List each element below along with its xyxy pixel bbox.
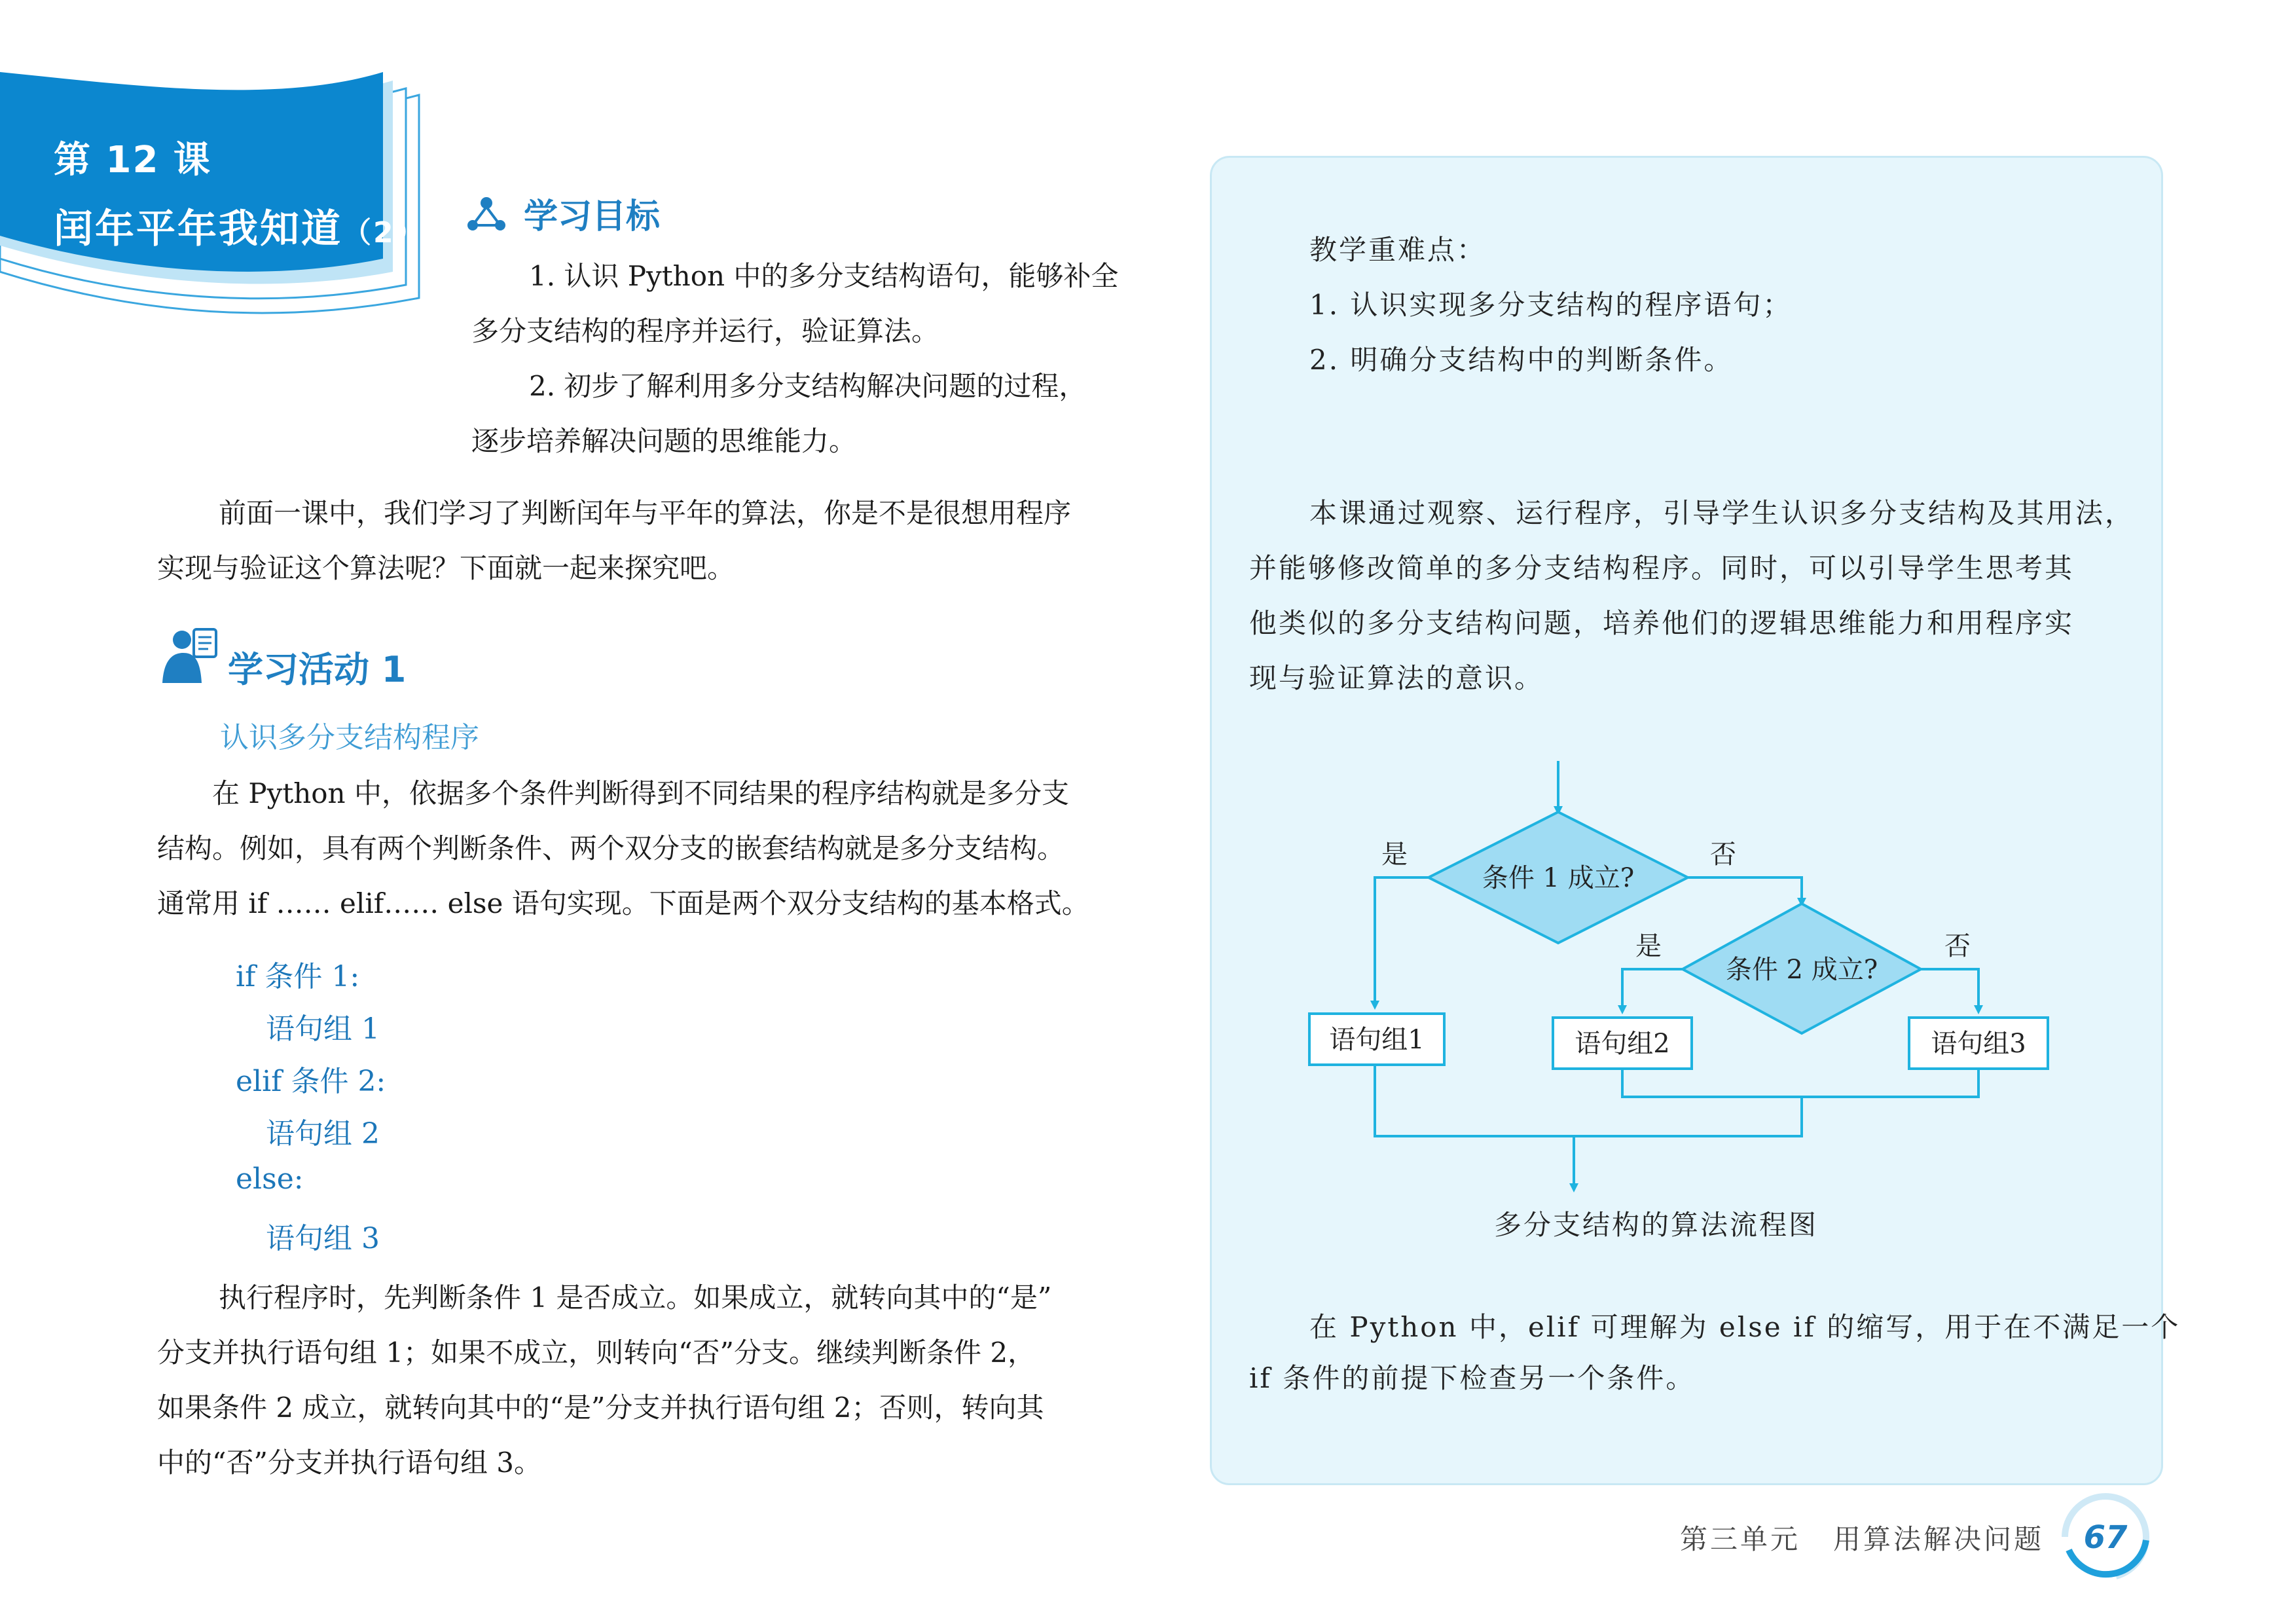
activity-line: 通常用 if …… elif…… else 语句实现。下面是两个双分支结构的基本格式。 (157, 887, 1089, 919)
activity-icon (157, 625, 223, 684)
footer-unit: 第三单元 (1680, 1523, 1801, 1555)
elif-note-line: 在 Python 中，elif 可理解为 else if 的缩写，用于在不满足一个 (1309, 1311, 2181, 1343)
statement-box-2-label: 语句组2 (1575, 1029, 1670, 1059)
objective-line: 多分支结构的程序并运行，验证算法。 (471, 315, 939, 347)
explain-line: 如果条件 2 成立，就转向其中的“是”分支并执行语句组 2；否则，转向其 (157, 1392, 1044, 1424)
statement-box-3-label: 语句组3 (1931, 1029, 2026, 1059)
code-line-if: if 条件 1: (236, 960, 360, 993)
explain-paragraph (157, 1270, 1051, 1490)
teaching-focus-title: 教学重难点： (1309, 234, 1487, 266)
intro-line: 实现与验证这个算法呢？下面就一起来探究吧。 (157, 552, 735, 584)
flow-no1-arrow (1688, 877, 1802, 902)
multi-branch-flowchart (1244, 740, 2095, 1218)
intro-line: 前面一课中，我们学习了判断闰年与平年的算法，你是不是很想用程序 (219, 497, 1072, 529)
elif-note (1249, 1302, 2180, 1404)
flow-no2-arrow (1921, 969, 1978, 1010)
objective-line: 2. 初步了解利用多分支结构解决问题的过程， (529, 370, 1087, 402)
condition-1-label: 条件 1 成立? (1482, 863, 1635, 893)
flow-yes1-arrow (1375, 877, 1429, 1005)
elif-note-line: if 条件的前提下检查另一个条件。 (1249, 1362, 1696, 1394)
teaching-focus-item: 1. 认识实现多分支结构的程序语句； (1309, 289, 1793, 321)
explain-line: 中的“否”分支并执行语句组 3。 (157, 1447, 542, 1479)
activity-line: 结构。例如，具有两个判断条件、两个双分支的嵌套结构就是多分支结构。 (157, 832, 1065, 864)
teaching-guide-line: 并能够修改简单的多分支结构程序。同时，可以引导学生思考其 (1249, 552, 2075, 584)
page-number-badge (2056, 1488, 2160, 1586)
lesson-title-suffix: （2） (342, 216, 426, 249)
yes-label-2: 是 (1635, 931, 1662, 961)
objectives-text (471, 249, 1118, 469)
teaching-focus-item: 2. 明确分支结构中的判断条件。 (1309, 344, 1734, 376)
code-line-elif: elif 条件 2: (236, 1065, 386, 1098)
footer-unit-title: 用算法解决问题 (1833, 1523, 2045, 1555)
teaching-guide-line: 他类似的多分支结构问题，培养他们的逻辑思维能力和用程序实 (1249, 607, 2075, 639)
no-label-1: 否 (1710, 840, 1736, 870)
code-line-stmt2: 语句组 2 (266, 1117, 380, 1151)
flowchart-caption: 多分支结构的算法流程图 (1494, 1209, 1819, 1241)
objectives-icon (466, 195, 507, 232)
code-line-else: else: (236, 1162, 304, 1196)
lesson-number: 第 12 课 (54, 139, 211, 181)
objective-line: 1. 认识 Python 中的多分支结构语句，能够补全 (529, 260, 1119, 292)
statement-box-1-label: 语句组1 (1329, 1025, 1425, 1055)
flow-yes2-arrow (1622, 969, 1683, 1010)
teaching-guide-line: 本课通过观察、运行程序，引导学生认识多分支结构及其用法， (1309, 497, 2135, 529)
intro-paragraph (157, 486, 1071, 596)
explain-line: 执行程序时，先判断条件 1 是否成立。如果成立，就转向其中的“是” (219, 1282, 1052, 1314)
teaching-guide-line: 现与验证算法的意识。 (1249, 662, 1544, 694)
flow-merge-outer (1375, 1061, 1802, 1136)
no-label-2: 否 (1944, 931, 1971, 961)
yes-label-1: 是 (1381, 840, 1408, 870)
teaching-guide (1249, 486, 2134, 706)
teaching-focus (1309, 223, 1792, 388)
activity-paragraph (157, 766, 1089, 931)
explain-line: 分支并执行语句组 1；如果不成立，则转向“否”分支。继续判断条件 2， (157, 1337, 1036, 1369)
activity-line: 在 Python 中，依据多个条件判断得到不同结果的程序结构就是多分支 (212, 777, 1069, 809)
activity-subheading: 认识多分支结构程序 (220, 721, 479, 754)
page-number: 67 (2083, 1519, 2128, 1556)
code-line-stmt3: 语句组 3 (266, 1222, 380, 1255)
activity-heading: 学习活动 1 (228, 649, 407, 690)
objectives-heading: 学习目标 (524, 197, 661, 236)
code-line-stmt1: 语句组 1 (266, 1012, 380, 1046)
objective-line: 逐步培养解决问题的思维能力。 (471, 425, 857, 457)
condition-2-label: 条件 2 成立? (1725, 955, 1878, 985)
lesson-title: 闰年平年我知道（2） (54, 206, 426, 252)
